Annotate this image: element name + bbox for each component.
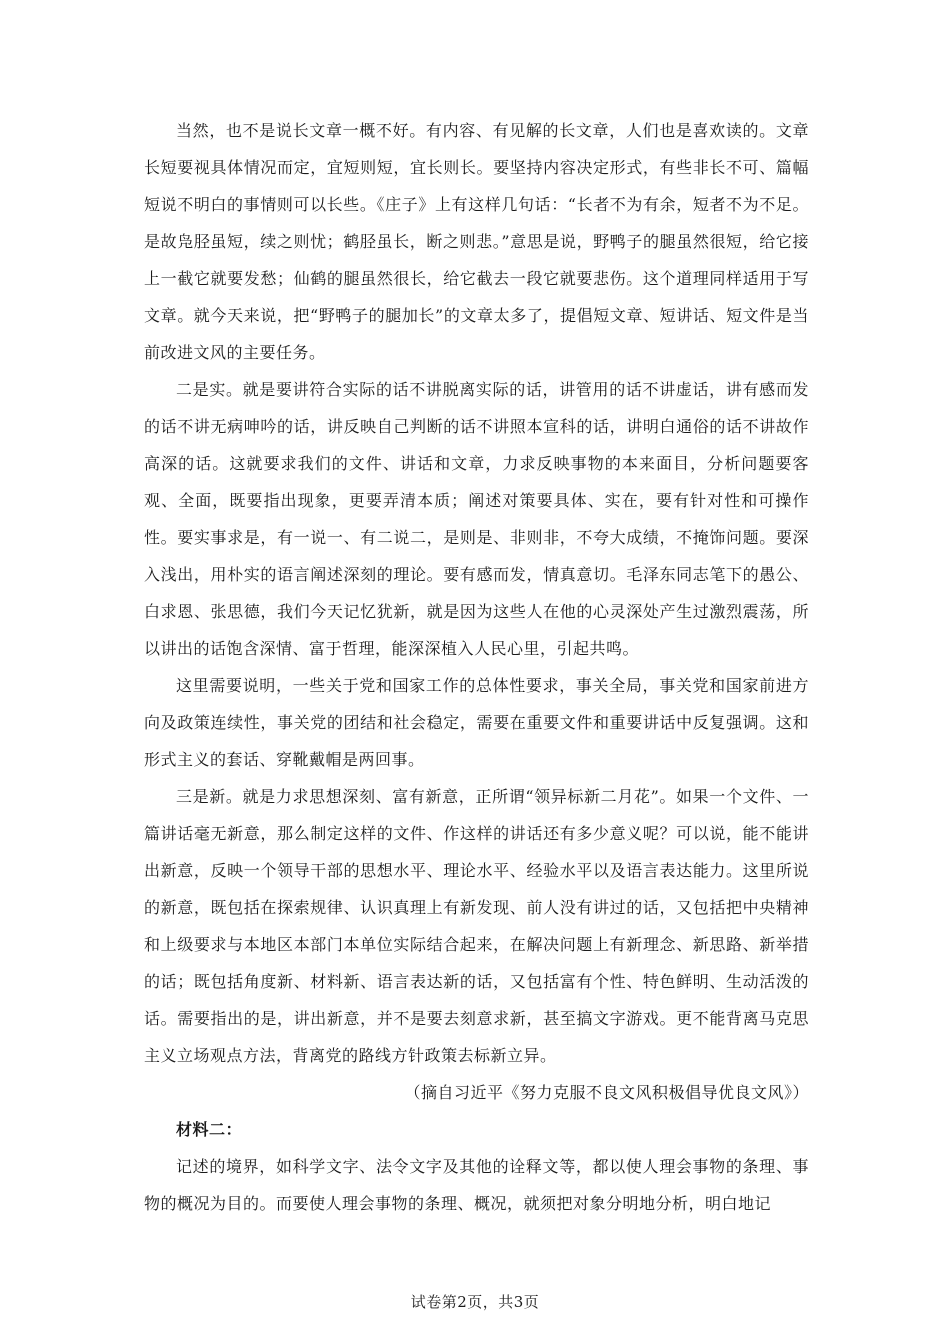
paragraph-novelty: 三是新。就是力求思想深刻、富有新意，正所谓“领异标新二月花”。如果一个文件、一篇讲话毫无新意，那么制定这样的文件、作这样的讲话还有多少意义呢？可以说，能不能讲出新意，反映一个领导干部的思想水平、理论水平、经验水平以及语言表达能力。这里所说的新意，既包括在探索规律、认识真理上有新发现、前人没有讲过的话，又包括把中央精神和上级要求与本地区本部门本单位实际结合起来，在解决问题上有新理念、新思路、新举措的话；既包括角度新、材料新、语言表达新的话，又包括富有个性、特色鲜明、生动活泼的话。需要指出的是，讲出新意，并不是要去刻意求新，甚至搞文字游戏。更不能背离马克思主义立场观点方法，背离党的路线方针政策去标新立异。 bbox=[144, 787, 809, 1065]
paragraph-substance: 二是实。就是要讲符合实际的话不讲脱离实际的话，讲管用的话不讲虚话，讲有感而发的话不讲无病呻吟的话，讲反映自己判断的话不讲照本宣科的话，讲明白通俗的话不讲故作高深的话。这就要求我们的文件、讲话和文章，力求反映事物的本来面目，分析问题要客观、全面，既要指出现象，更要弄清本质；阐述对策要具体、实在，要有针对性和可操作性。要实事求是，有一说一、有二说二，是则是、非则非，不夸大成绩，不掩饰问题。要深入浅出，用朴实的语言阐述深刻的理论。要有感而发，情真意切。毛泽东同志笔下的愚公、白求恩、张思德，我们今天记忆犹新，就是因为这些人在他的心灵深处产生过激烈震荡，所以讲出的话饱含深情、富于哲理，能深深植入人民心里，引起共鸣。 bbox=[144, 380, 809, 658]
document-body bbox=[144, 112, 809, 1222]
material-two-heading: 材料二： bbox=[176, 1120, 243, 1139]
paragraph-clarification: 这里需要说明，一些关于党和国家工作的总体性要求，事关全局，事关党和国家前进方向及政策连续性，事关党的团结和社会稳定，需要在重要文件和重要讲话中反复强调。这和形式主义的套话、穿靴戴帽是两回事。 bbox=[144, 676, 809, 769]
paragraph-length: 当然，也不是说长文章一概不好。有内容、有见解的长文章，人们也是喜欢读的。文章长短要视具体情况而定，宜短则短，宜长则长。要坚持内容决定形式，有些非长不可、篇幅短说不明白的事情则可以长些。《庄子》上有这样几句话：“长者不为有余，短者不为不足。是故凫胫虽短，续之则忧；鹤胫虽长，断之则悲。”意思是说，野鸭子的腿虽然很短，给它接上一截它就要发愁；仙鹤的腿虽然很长，给它截去一段它就要悲伤。这个道理同样适用于写文章。就今天来说，把“野鸭子的腿加长”的文章太多了，提倡短文章、短讲话、短文件是当前改进文风的主要任务。 bbox=[144, 121, 809, 362]
page-footer: 试卷第2页，共3页 bbox=[410, 1293, 540, 1311]
paragraph-material-two: 记述的境界，如科学文字、法令文字及其他的诠释文等，都以使人理会事物的条理、事物的概况为目的。而要使人理会事物的条理、概况，就须把对象分明地分析，明白地记 bbox=[144, 1157, 809, 1213]
source-citation: （摘自习近平《努力克服不良文风积极倡导优良文风》） bbox=[404, 1083, 809, 1102]
